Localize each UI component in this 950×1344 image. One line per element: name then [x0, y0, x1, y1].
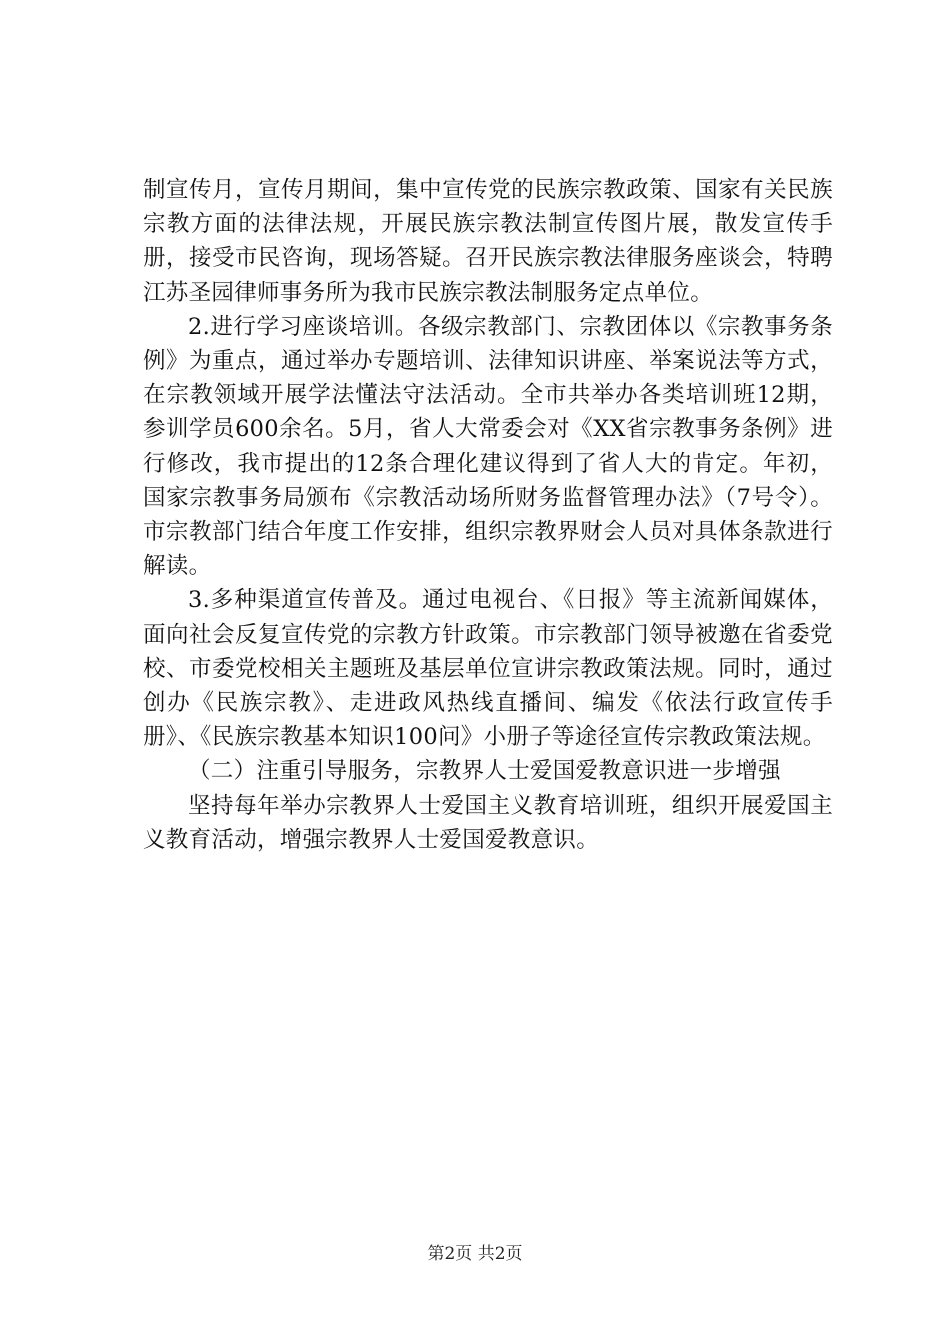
document-body — [143, 173, 833, 857]
paragraph-continuation: 制宣传月，宣传月期间，集中宣传党的民族宗教政策、国家有关民族宗教方面的法律法规，开展民族宗教法制宣传图片展，散发宣传手册，接受市民咨询，现场答疑。召开民族宗教法律服务座谈会，特聘江苏圣园律师事务所为我市民族宗教法制服务定点单位。 — [143, 177, 833, 306]
page-number-footer: 第2页 共2页 — [427, 1244, 523, 1264]
paragraph-patriotic-education: 坚持每年举办宗教界人士爱国主义教育培训班，组织开展爱国主义教育活动，增强宗教界人士爱国爱教意识。 — [143, 792, 833, 853]
paragraph-publicity-channels: 3.多种渠道宣传普及。通过电视台、《日报》等主流新闻媒体，面向社会反复宣传党的宗教方针政策。市宗教部门领导被邀在省委党校、市委党校相关主题班及基层单位宣讲宗教政策法规。同时，通过创办《民族宗教》、走进政风热线直播间、编发《依法行政宣传手册》、《民族宗教基本知识100问》小册子等途径宣传宗教政策法规。 — [143, 587, 833, 751]
section-heading: （二）注重引导服务，宗教界人士爱国爱教意识进一步增强 — [188, 758, 781, 785]
paragraph-study-training: 2.进行学习座谈培训。各级宗教部门、宗教团体以《宗教事务条例》为重点，通过举办专题培训、法律知识讲座、举案说法等方式，在宗教领域开展学法懂法守法活动。全市共举办各类培训班12期，参训学员600余名。5月，省人大常委会对《XX省宗教事务条例》进行修改，我市提出的12条合理化建议得到了省人大的肯定。年初，国家宗教事务局颁布《宗教活动场所财务监督管理办法》（7号令）。市宗教部门结合年度工作安排，组织宗教界财会人员对具体条款进行解读。 — [143, 313, 833, 580]
